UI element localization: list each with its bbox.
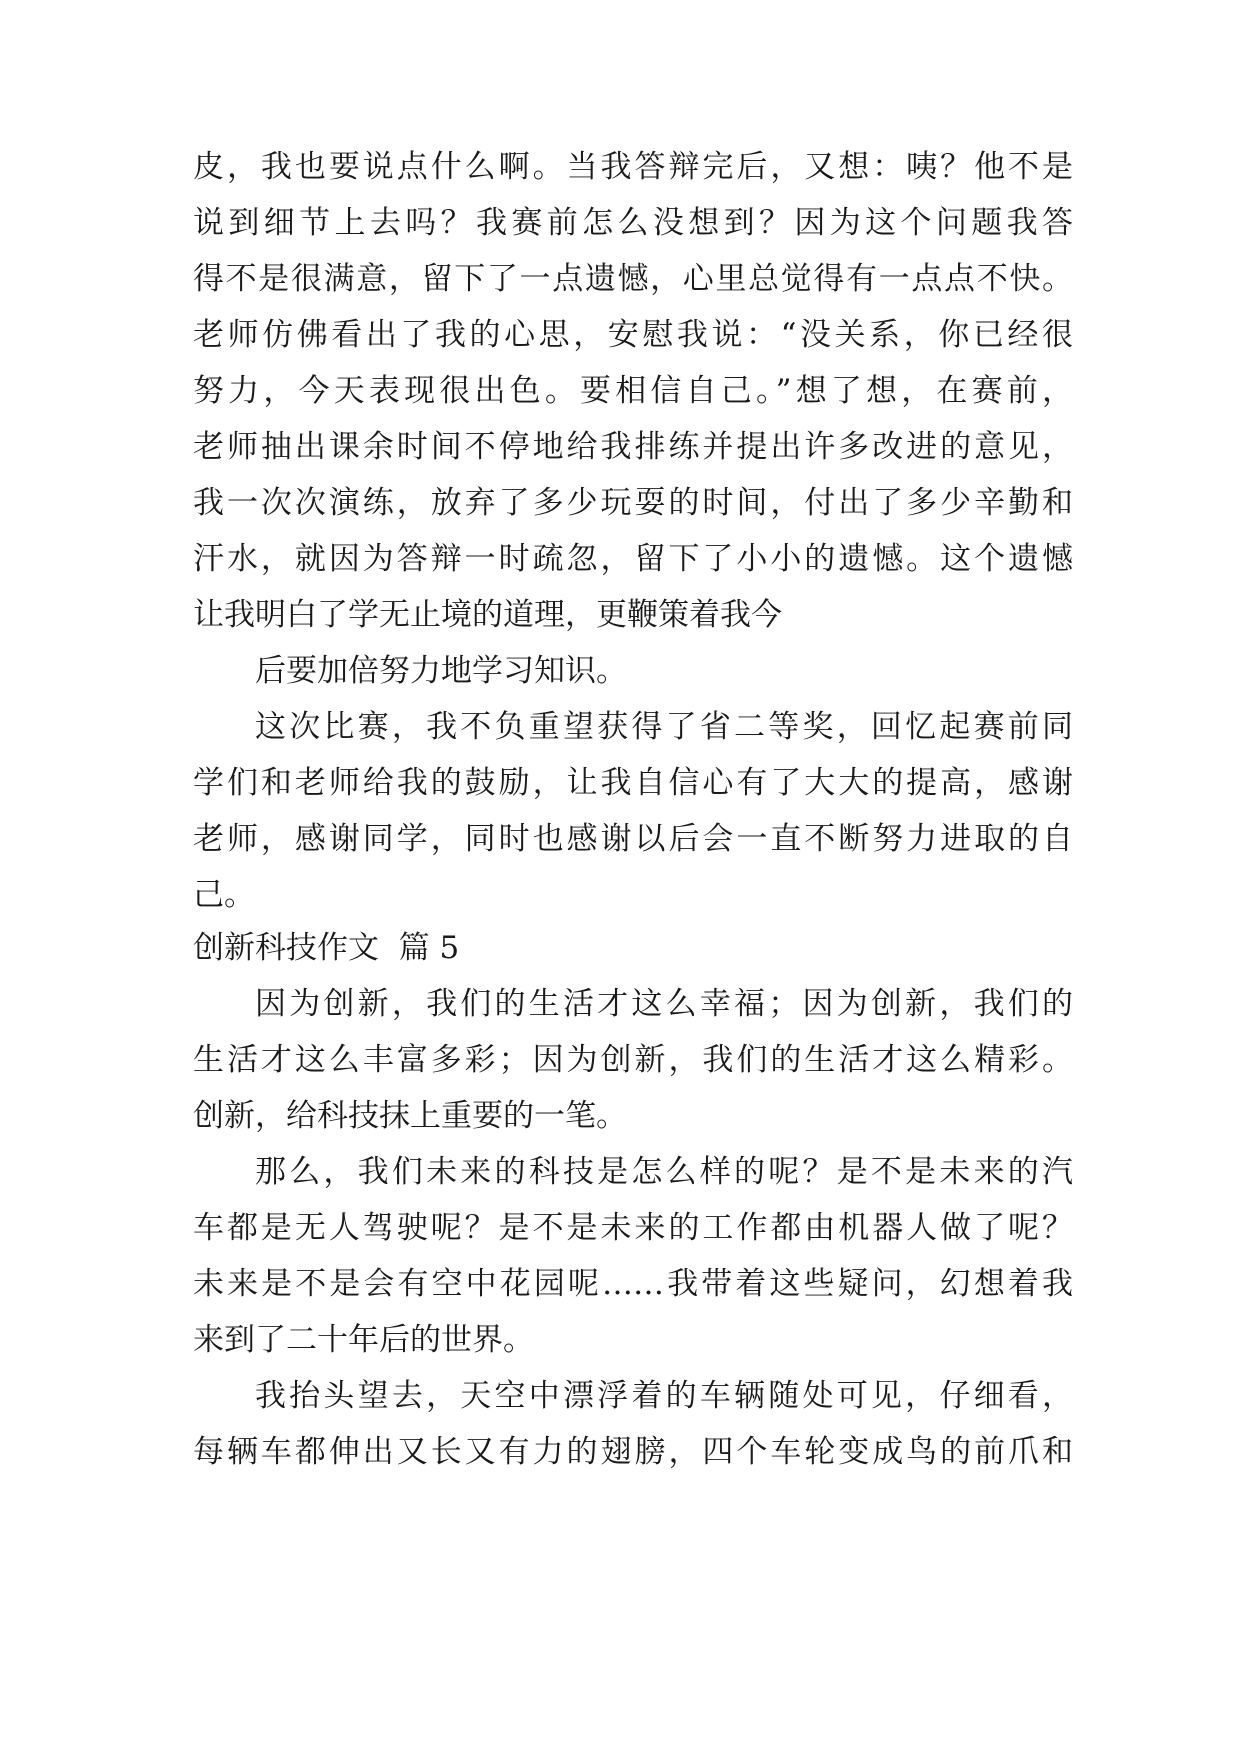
text-line: 皮，我也要说点什么啊。当我答辩完后，又想：咦？他不是 bbox=[193, 149, 1073, 185]
text-line: 后要加倍努力地学习知识。 bbox=[255, 653, 627, 689]
text-line: 来到了二十年后的世界。 bbox=[193, 1322, 534, 1358]
text-line: 车都是无人驾驶呢？是不是未来的工作都由机器人做了呢？ bbox=[193, 1210, 1073, 1246]
section-heading: 创新科技作文 篇 5 bbox=[193, 930, 460, 966]
text-line: 说到细节上去吗？我赛前怎么没想到？因为这个问题我答 bbox=[193, 205, 1073, 241]
text-line: 得不是很满意，留下了一点遗憾，心里总觉得有一点点不快。 bbox=[193, 261, 1073, 297]
text-line: 这次比赛，我不负重望获得了省二等奖，回忆起赛前同 bbox=[255, 709, 1073, 745]
text-line: 我一次次演练，放弃了多少玩耍的时间，付出了多少辛勤和 bbox=[193, 485, 1073, 521]
text-line: 学们和老师给我的鼓励，让我自信心有了大大的提高，感谢 bbox=[193, 765, 1073, 801]
text-line: 我抬头望去，天空中漂浮着的车辆随处可见，仔细看， bbox=[255, 1378, 1073, 1414]
text-line: 未来是不是会有空中花园呢……我带着这些疑问，幻想着我 bbox=[193, 1266, 1073, 1302]
text-line: 那么，我们未来的科技是怎么样的呢？是不是未来的汽 bbox=[255, 1154, 1073, 1190]
text-line: 汗水，就因为答辩一时疏忽，留下了小小的遗憾。这个遗憾 bbox=[193, 541, 1073, 577]
text-line: 老师，感谢同学，同时也感谢以后会一直不断努力进取的自 bbox=[193, 821, 1073, 857]
text-line: 每辆车都伸出又长又有力的翅膀，四个车轮变成鸟的前爪和 bbox=[193, 1434, 1073, 1470]
text-line: 生活才这么丰富多彩；因为创新，我们的生活才这么精彩。 bbox=[193, 1042, 1073, 1078]
text-line: 让我明白了学无止境的道理，更鞭策着我今 bbox=[193, 597, 782, 633]
text-line: 因为创新，我们的生活才这么幸福；因为创新，我们的 bbox=[255, 986, 1073, 1022]
text-line: 努力，今天表现很出色。要相信自己。”想了想，在赛前， bbox=[193, 373, 1073, 409]
text-line: 己。 bbox=[193, 877, 255, 913]
text-line: 老师抽出课余时间不停地给我排练并提出许多改进的意见， bbox=[193, 429, 1073, 465]
text-line: 创新，给科技抹上重要的一笔。 bbox=[193, 1098, 627, 1134]
text-line: 老师仿佛看出了我的心思，安慰我说：“没关系，你已经很 bbox=[193, 317, 1073, 353]
